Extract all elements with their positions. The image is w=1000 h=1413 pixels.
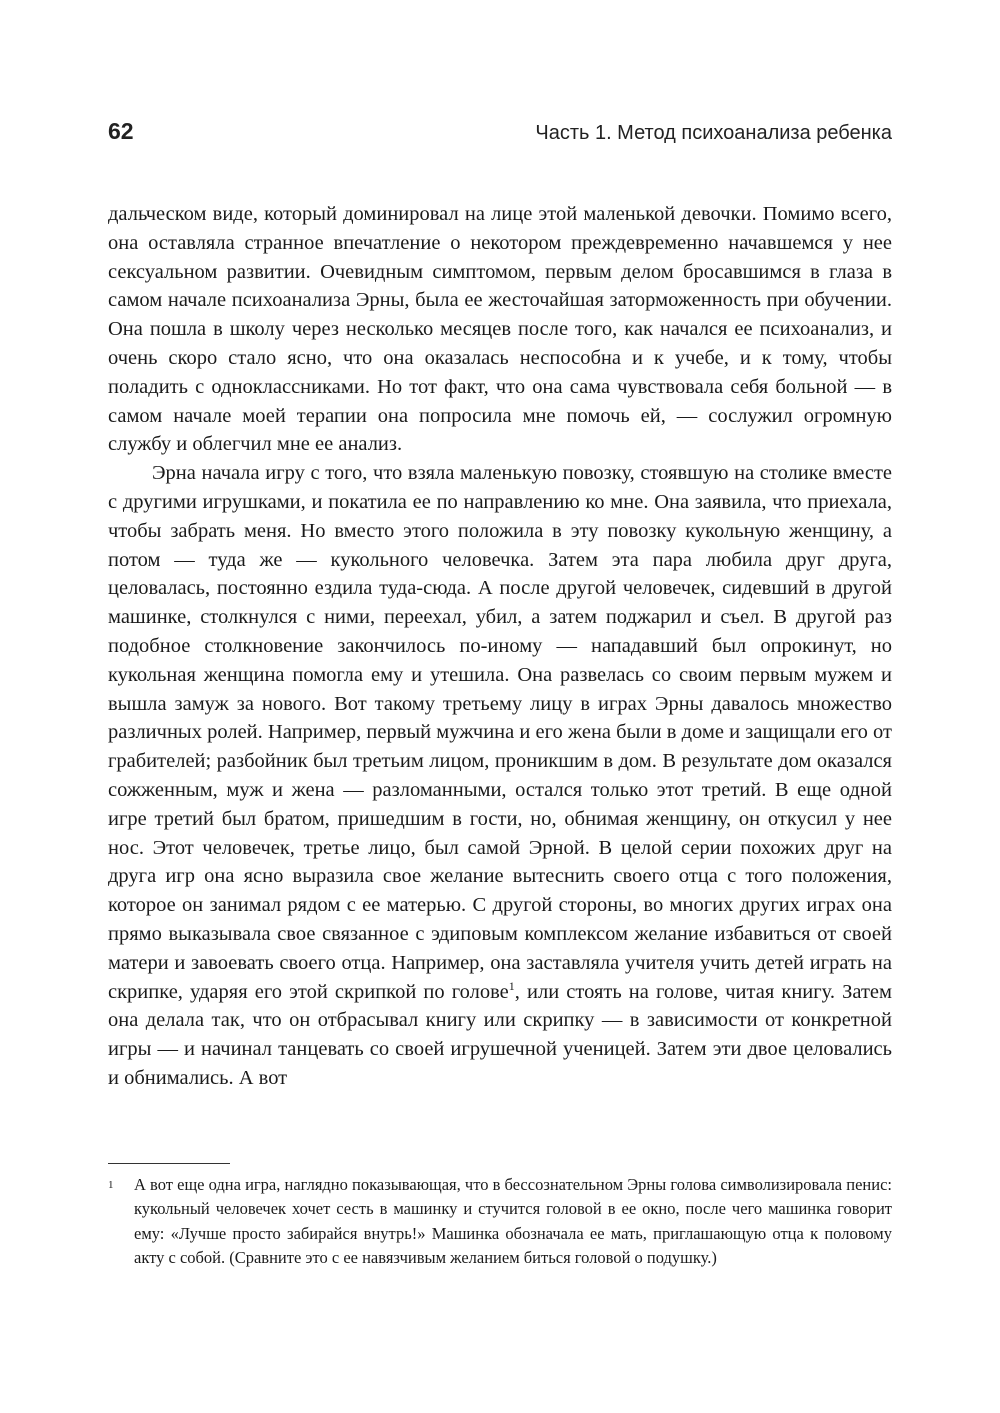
running-head: Часть 1. Метод психоанализа ребенка: [535, 122, 892, 144]
page-number: 62: [108, 118, 134, 144]
footnote-reference[interactable]: 1: [508, 978, 515, 993]
footnote: [108, 1173, 892, 1271]
footnote-text: А вот еще одна игра, наглядно показывающая, что в бессознательном Эрны голова символизировала пенис: кукольный человечек хочет сесть в машинку и стучится головой в ее окно, после чего машинка говорит ему: «Лучше просто забирайся внутрь!» Машинка обозначала ее мать, приглашающую отца к половому акту с собой. (Сравните это с ее навязчивым желанием биться головой о подушку.): [134, 1175, 892, 1268]
body-text: [108, 200, 892, 1093]
footnote-number: 1: [108, 1179, 114, 1191]
paragraph: [108, 459, 892, 1093]
paragraph-text: Эрна начала игру с того, что взяла маленькую повозку, стоявшую на столике вместе с другими игрушками, и покатила ее по направлению ко мне. Она заявила, что приехала, чтобы забрать меня. Но вместо этого положила в эту повозку кукольную женщину, а потом — туда же — кукольного человечка. Затем эта пара любила друг друга, целовалась, постоянно ездила туда-сюда. А после другой человечек, сидевший в другой машинке, столкнулся с ними, переехал, убил, а затем поджарил и съел. В другой раз подобное столкновение закончилось по-иному — нападавший был опрокинут, но кукольная женщина помогла ему и утешила. Она развелась со своим первым мужем и вышла замуж за нового. Вот такому третьему лицу в играх Эрны давалось множество различных ролей. Например, первый мужчина и его жена были в доме и защищали его от грабителей; разбойник был третьим лицом, проникшим в дом. В результате дом оказался сожженным, муж и жена — разломанными, остался только этот третий. В еще одной игре третий был братом, пришедшим в гости, но, обнимая женщину, он откусил у нее нос. Этот человечек, третье лицо, был самой Эрной. В целой серии похожих друг на друга игр она ясно выразила свое желание вытеснить своего отца с того положения, которое он занимал рядом с ее матерью. С другой стороны, во многих других играх она прямо выказывала свое связанное с эдиповым комплексом желание избавиться от своей матери и завоевать своего отца. Например, она заставляла учителя учить детей играть на скрипке, ударяя его этой скрипкой по голове: [108, 462, 892, 1003]
paragraph-text: , или стоять на голове, читая книгу. Затем она делала так, что он отбрасывал книгу или скрипку — в зависимости от конкретной игры — и начинал танцевать со своей игрушечной ученицей. Затем эти двое целовались и обнимались. А вот: [108, 980, 892, 1089]
page-header: [108, 118, 892, 145]
paragraph: дальческом виде, который доминировал на лице этой маленькой девочки. Помимо всего, она оставляла странное впечатление о некотором преждевременно начавшемся у нее сексуальном развитии. Очевидным симптомом, первым делом бросавшимся в глаза в самом начале психоанализа Эрны, была ее жесточайшая заторможенность при обучении. Она пошла в школу через несколько месяцев после того, как начался ее психоанализ, и очень скоро стало ясно, что она оказалась неспособна и к учебе, и к тому, чтобы поладить с одноклассниками. Но тот факт, что она сама чувствовала себя больной — в самом начале моей терапии она попросила мне помочь ей, — сослужил огромную службу и облегчил мне ее анализ.: [108, 203, 892, 456]
footnote-divider: [108, 1163, 230, 1164]
